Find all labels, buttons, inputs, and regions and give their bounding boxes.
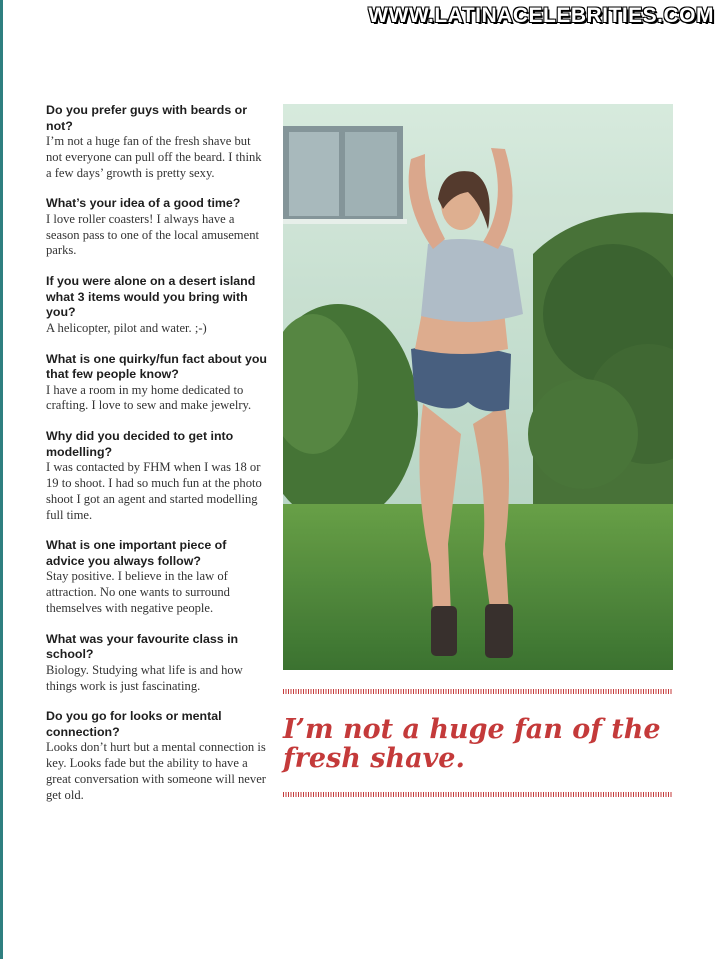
- qa-item: [46, 538, 268, 616]
- answer: I have a room in my home dedicated to crafting. I love to sew and make jewelry.: [46, 382, 252, 413]
- question: Do you prefer guys with beards or not?: [46, 103, 248, 133]
- feature-photo: [283, 104, 673, 670]
- qa-item: [46, 632, 268, 695]
- question: What is one quirky/fun fact about you that few people know?: [46, 351, 267, 382]
- qa-column: [46, 103, 268, 819]
- answer: I love roller coasters! I always have a season pass to one of the local amusement parks.: [46, 211, 259, 258]
- pull-quote-rule-bottom: [283, 792, 673, 797]
- question: Do you go for looks or mental connection?: [46, 709, 222, 739]
- question: If you were alone on a desert island what 3 items would you bring with you?: [46, 274, 256, 320]
- page-edge-stripe: [0, 0, 3, 959]
- answer: Stay positive. I believe in the law of attraction. No one wants to surround themselves with negative people.: [46, 569, 230, 615]
- qa-item: [46, 274, 268, 336]
- qa-item: [46, 352, 268, 415]
- question: What is one important piece of advice you always follow?: [46, 538, 227, 568]
- question: What’s your idea of a good time?: [46, 196, 241, 211]
- qa-item: [46, 429, 268, 523]
- answer: I’m not a huge fan of the fresh shave but not everyone can pull off the beard. I think a few days’ growth is pretty sexy.: [46, 134, 262, 180]
- question: Why did you decided to get into modelling?: [46, 429, 234, 459]
- answer: I was contacted by FHM when I was 18 or 19 to shoot. I had so much fun at the photo shoot I got an agent and started modelling full time.: [46, 460, 262, 522]
- pull-quote-rule-top: [283, 689, 673, 694]
- question: What was your favourite class in school?: [46, 631, 239, 662]
- answer: Looks don’t hurt but a mental connection is key. Looks fade but the ability to have a great conversation with someone will never get old.: [46, 740, 266, 802]
- qa-item: [46, 709, 268, 803]
- qa-item: [46, 196, 268, 259]
- pull-quote: I’m not a huge fan of the fresh shave.: [283, 714, 661, 774]
- watermark: WWW.LATINACELEBRITIES.COM: [368, 4, 714, 27]
- answer: A helicopter, pilot and water. ;-): [46, 320, 207, 335]
- answer: Biology. Studying what life is and how things work is just fascinating.: [46, 662, 243, 693]
- qa-item: [46, 103, 268, 181]
